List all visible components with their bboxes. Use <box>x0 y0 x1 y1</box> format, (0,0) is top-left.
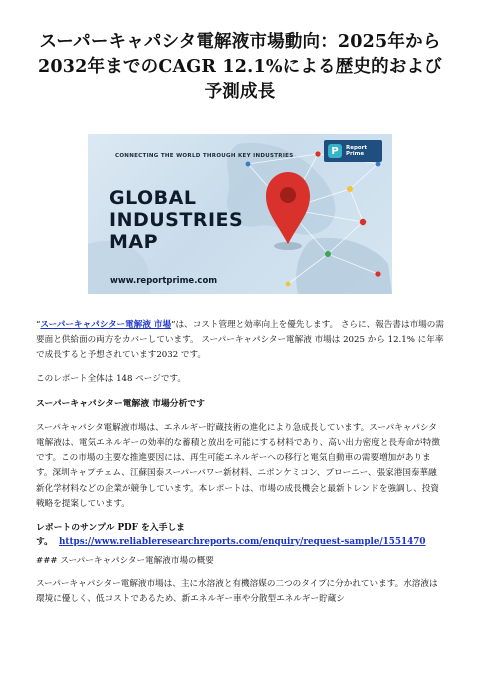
sample-heading: レポートのサンプル PDF を入手します。 https://www.reliableresearchreports.com/enquiry/request-sample/1551470 <box>36 523 426 548</box>
page-title: スーパーキャパシタ電解液市場動向：2025年から2032年までのCAGR 12.1%による歴史的および予測成長 <box>38 32 442 102</box>
hero-image <box>88 134 392 294</box>
logo-mark-icon: P <box>328 144 342 158</box>
analysis-heading: スーパーキャパシター電解液 市場分析です <box>36 398 205 409</box>
hero-url: www.reportprime.com <box>110 276 218 286</box>
sample-link[interactable]: https://www.reliableresearchreports.com/enquiry/request-sample/1551470 <box>59 537 426 548</box>
market-link[interactable]: スーパーキャパシター電解液 市場 <box>40 320 172 330</box>
overview-heading: ### スーパーキャパシター電解液市場の概要 <box>36 556 214 567</box>
hero-tagline: CONNECTING THE WORLD THROUGH KEY INDUSTRIES <box>115 153 294 159</box>
intro-paragraph: “スーパーキャパシター電解液 市場”は、コスト管理と効率向上を優先します。 さらに、報告書は市場の需要面と供給面の両方をカバーしています。 スーパーキャパシター電解液 市場は 2025 から 12.1% に年率で成長すると予想されています2032 です。 <box>36 320 444 361</box>
analysis-paragraph: スーパキャパシタ電解液市場は、エネルギー貯蔵技術の進化により急成長しています。スーパキャパシタ電解液は、電気エネルギーの効率的な蓄積と放出を可能にする材料であり、高い出力密度と長寿命が特徴です。この市場の主要な推進要因には、再生可能エネルギーへの移行と電気自動車の需要増加があります。深圳キャプチェム、江蘇国泰スーパーパワー新材料、ニポンケミコン、ブローニー、張家港国泰華融新化学材料などの企業が競争しています。本レポートは、市場の成長機会と最新トレンドを強調し、投資戦略を提案しています。 <box>36 422 440 509</box>
report-prime-logo: P Report Prime <box>324 140 382 162</box>
overview-paragraph: スーパーキャパシター電解液市場は、主に水溶液と有機溶媒の二つのタイプに分かれています。水溶液は環境に優しく、低コストであるため、新エネルギー車や分散型エネルギー貯蔵シ <box>36 579 438 605</box>
hero-title: GLOBAL INDUSTRIES MAP <box>109 187 244 253</box>
pages-note: このレポート全体は 148 ページです。 <box>36 373 186 384</box>
